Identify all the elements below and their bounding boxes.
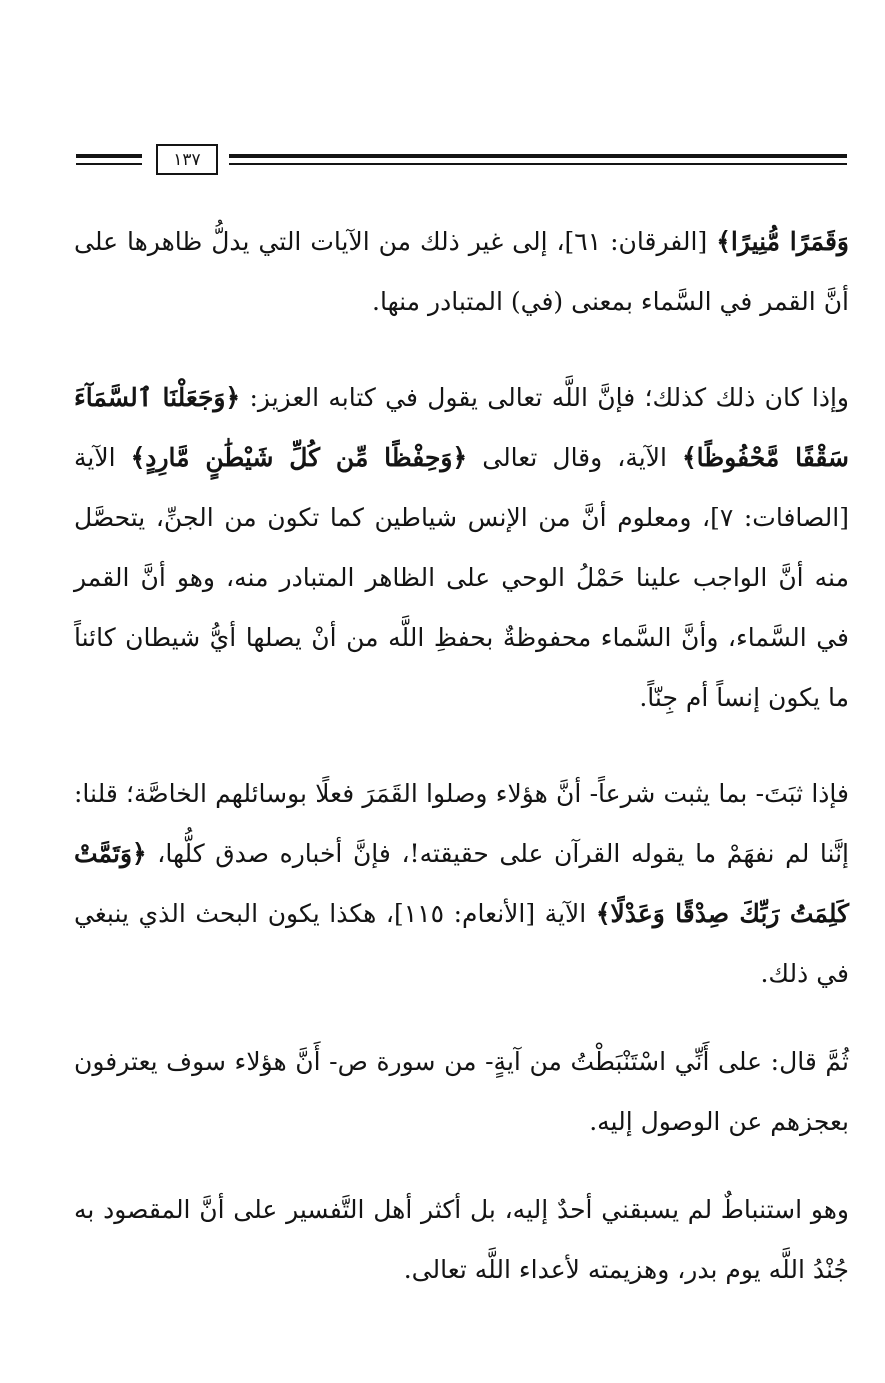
paragraph-gap <box>74 332 849 368</box>
paragraph-4 <box>74 1032 849 1152</box>
quran-verse: وَقَمَرًا مُّنِيرًا﴾ <box>716 227 849 256</box>
paragraph-gap <box>74 1152 849 1180</box>
header-rule-right-thick <box>229 154 847 158</box>
paragraph-text: الآية [الأنعام: ١١٥]، هكذا يكون البحث الذي ينبغي في ذلك. <box>74 899 849 988</box>
paragraph-text: الآية، وقال تعالى <box>467 443 683 472</box>
header-rule-left-thick <box>76 154 142 158</box>
quran-verse: ﴿وَحِفْظًا مِّن كُلِّ شَيْطَٰنٍ مَّارِدٍ﴾ <box>130 443 468 472</box>
paragraph-text: فإذا ثبَتَ- بما يثبت شرعاً- أنَّ هؤلاء وصلوا القَمَرَ فعلًا بوسائلهم الخاصَّة؛ قلنا: إنَّنا لم نفهَمْ ما يقوله القرآن على حقيقته!، فإنَّ أخباره صدق كلُّها، <box>74 779 849 868</box>
page-body <box>74 212 849 1300</box>
paragraph-gap <box>74 1004 849 1032</box>
paragraph-1 <box>74 212 849 332</box>
paragraph-text: وإذا كان ذلك كذلك؛ فإنَّ اللَّه تعالى يقول في كتابه العزيز: <box>240 383 849 412</box>
paragraph-2 <box>74 368 849 728</box>
page-number-text: ١٣٧ <box>173 149 201 170</box>
header-rule-left-thin <box>76 163 142 165</box>
paragraph-text: ثُمَّ قال: على أَنِّي اسْتَنْبَطْتُ من آيةٍ- من سورة ص- أَنَّ هؤلاء سوف يعترفون بعجزهم عن الوصول إليه. <box>74 1047 849 1136</box>
quran-verse: ﴿وَجَعَلْنَا ٱلسَّمَآءَ سَقْفًا مَّحْفُوظًا﴾ <box>74 383 849 472</box>
paragraph-text: الآية [الصافات: ٧]، ومعلوم أنَّ من الإنس شياطين كما تكون من الجنِّ، يتحصَّل منه أنَّ الواجب علينا حَمْلُ الوحي على الظاهر المتبادر منه، وهو أنَّ القمر في السَّماء، وأنَّ السَّماء محفوظةٌ بحفظِ اللَّه من أنْ يصلها أيُّ شيطان كائناً ما يكون إنساً أم جِنّاً. <box>74 443 850 712</box>
paragraph-3 <box>74 764 849 1004</box>
page-number <box>156 144 218 175</box>
paragraph-text: [الفرقان: ٦١]، إلى غير ذلك من الآيات التي يدلُّ ظاهرها على أنَّ القمر في السَّماء بمعنى (في) المتبادر منها. <box>74 227 849 316</box>
paragraph-text: وهو استنباطٌ لم يسبقني أحدٌ إليه، بل أكثر أهل التَّفسير على أنَّ المقصود به جُنْدُ اللَّه يوم بدر، وهزيمته لأعداء اللَّه تعالى. <box>74 1195 849 1284</box>
quran-verse: ﴿وَتَمَّتْ كَلِمَتُ رَبِّكَ صِدْقًا وَعَدْلًا﴾ <box>74 839 849 928</box>
page-header <box>76 144 847 180</box>
header-rule-right-thin <box>229 163 847 165</box>
paragraph-5 <box>74 1180 849 1300</box>
paragraph-gap <box>74 728 849 764</box>
